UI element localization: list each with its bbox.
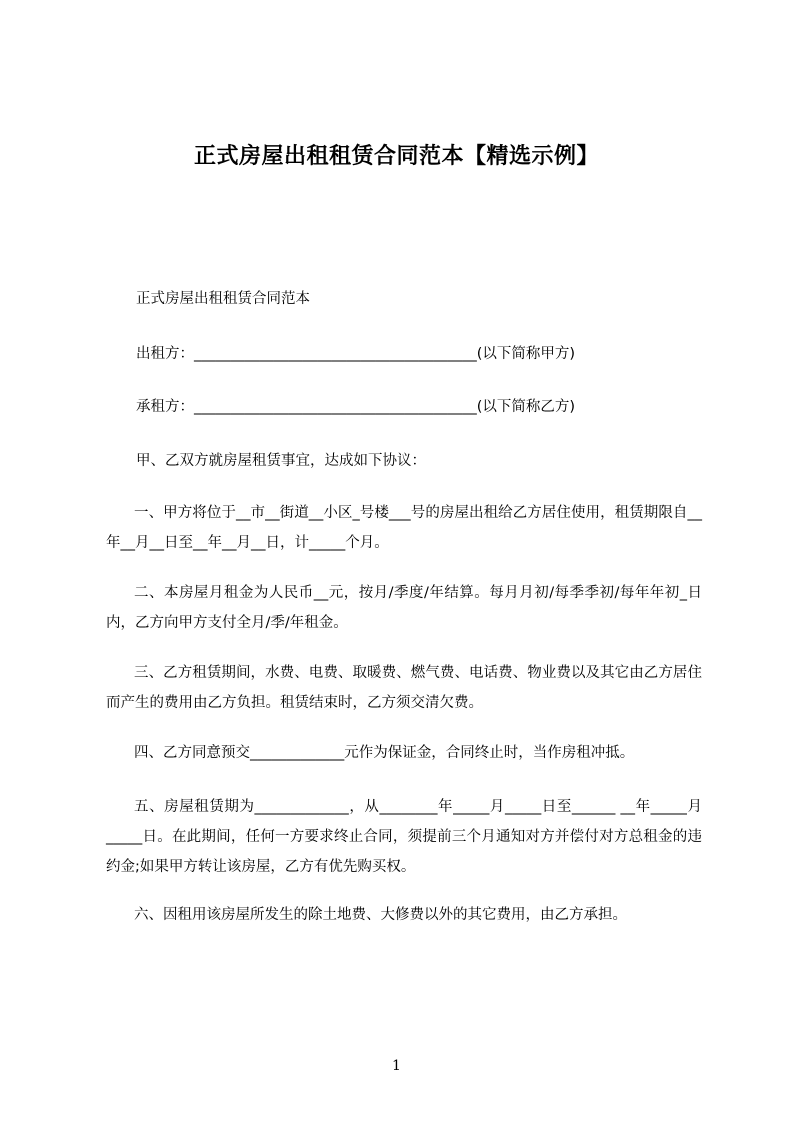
contract-subtitle: 正式房屋出租租赁合同范本 (136, 291, 310, 307)
clause-2: 二、本房屋月租金为人民币__元，按月/季度/年结算。每月月初/每季季初/每年年初_日内，乙方向甲方支付全月/季/年租金。 (106, 585, 702, 631)
clause-6: 六、因租用该房屋所发生的除土地费、大修费以外的其它费用，由乙方承担。 (134, 907, 627, 923)
lessee-line: 承租方：_______________________________________(以下简称乙方) (136, 399, 576, 415)
page-number: 1 (392, 1058, 401, 1074)
clause-4: 四、乙方同意预交_____________元作为保证金，合同终止时，当作房租冲抵。 (134, 745, 635, 761)
clause-1: 一、甲方将位于__市__街道__小区_号楼___号的房屋出租给乙方居住使用，租赁期限自__年__月__日至__年__月__日，计_____个月。 (106, 505, 702, 551)
clause-5: 五、房屋租赁期为_____________，从________年_____月_____日至______ __年_____月_____日。在此期间，任何一方要求终止合同，须提前三个月通知对方并偿付对方总租金的违约金;如果甲方转让该房屋，乙方有优先购买权。 (106, 799, 702, 875)
document-title: 正式房屋出租租赁合同范本【精选示例】 (193, 144, 599, 169)
agreement-intro: 甲、乙双方就房屋租赁事宜，达成如下协议： (136, 453, 426, 469)
clause-3: 三、乙方租赁期间，水费、电费、取暖费、燃气费、电话费、物业费以及其它由乙方居住而产生的费用由乙方负担。租赁结束时，乙方须交清欠费。 (106, 665, 702, 711)
lessor-line: 出租方：_______________________________________(以下简称甲方) (136, 346, 576, 362)
